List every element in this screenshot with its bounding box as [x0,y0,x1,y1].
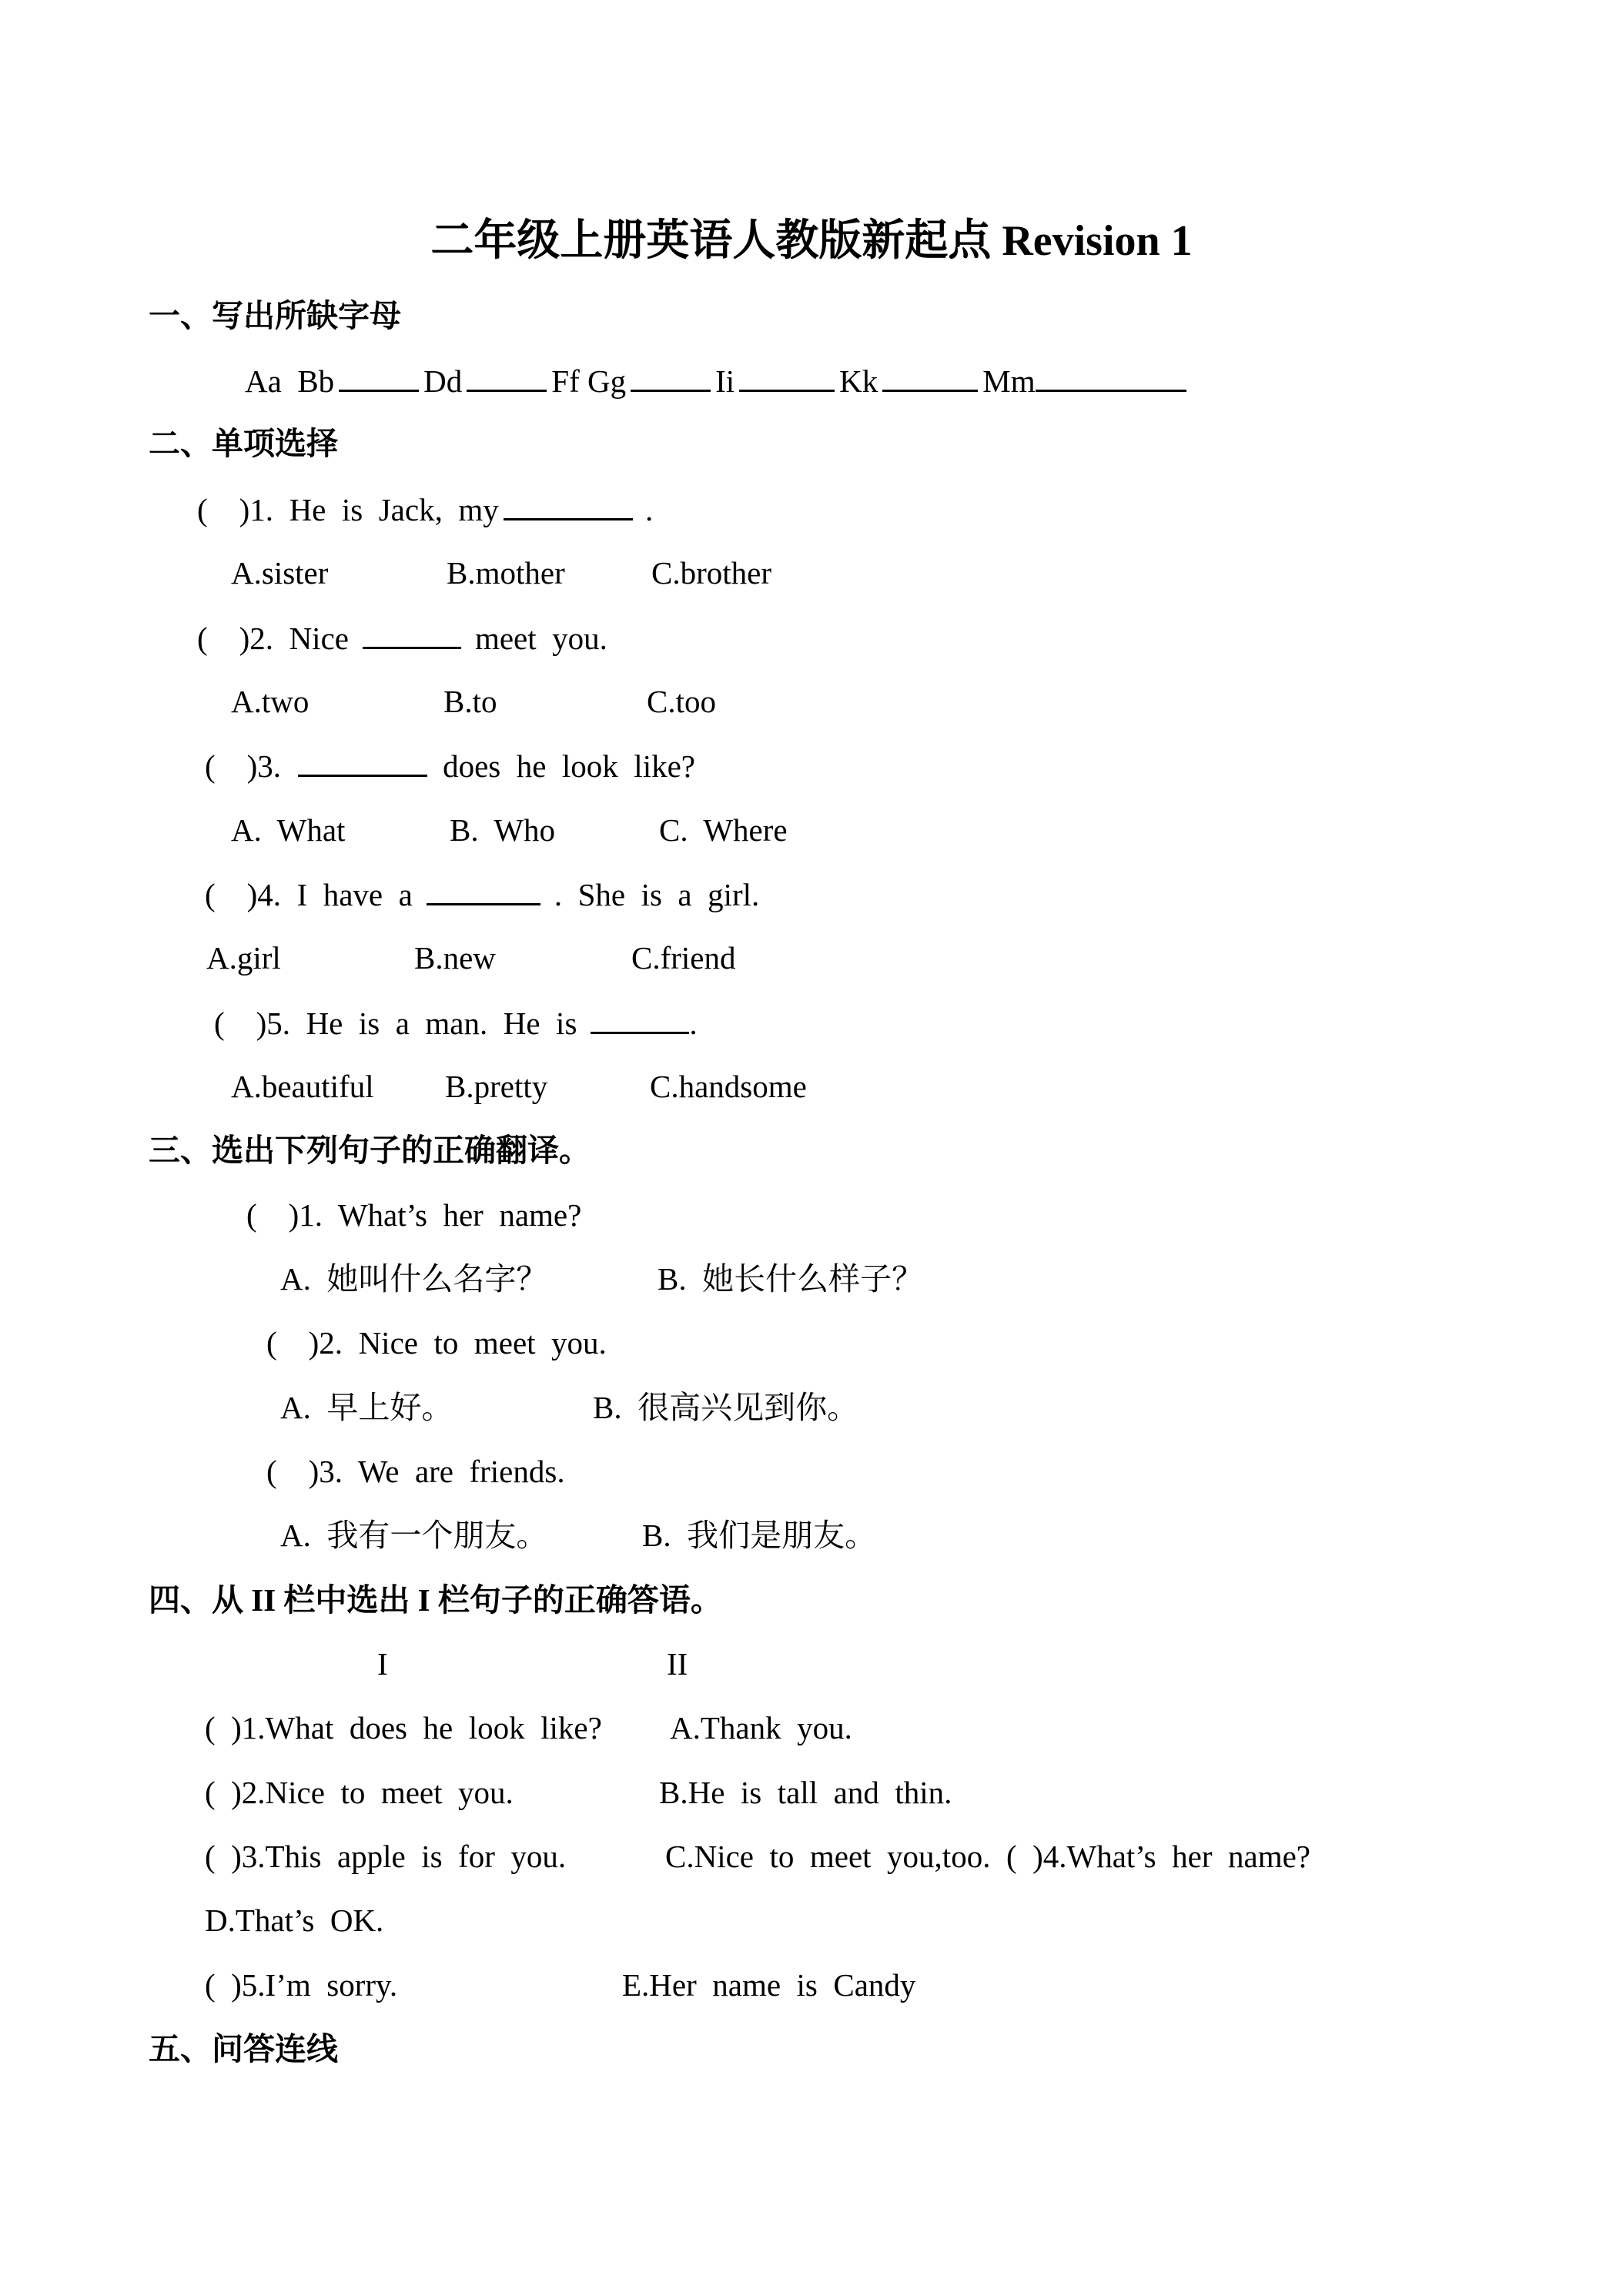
match-right: B.He is tall and thin. [659,1775,952,1810]
mc-question-text-end: . She is a girl. [554,877,760,912]
match-right: E.Her name is Candy [622,1967,916,2003]
letter-blank-l[interactable] [882,359,978,392]
translation-options-2 [280,1386,858,1429]
page-title: 二年级上册英语人教版新起点 Revision 1 [430,217,1193,265]
letter-blank-c[interactable] [339,359,419,392]
section4-heading: 四、从 II 栏中选出 I 栏句子的正确答语。 [149,1582,722,1618]
option-c[interactable]: C.too [647,684,716,719]
letter-bb: Bb [297,363,335,399]
translation-question-number: ( )2. [266,1325,343,1361]
letter-ii: Ii [715,363,735,399]
mc-question-text: Nice [289,621,349,656]
match-row-5 [205,1963,915,2006]
mc-question-number: ( )5. [214,1006,291,1041]
translation-question-text: We are friends. [357,1454,565,1489]
option-b[interactable]: B.new [414,940,496,976]
option-b[interactable]: B.pretty [445,1069,548,1104]
match-left: ( )1.What does he look like? [205,1710,602,1745]
option-b[interactable]: B.to [443,684,497,719]
mc-question-4 [205,872,759,916]
letter-gg: Gg [587,363,627,399]
mc-question-text-end: does he look like? [443,748,695,784]
option-a[interactable]: A.two [231,684,310,719]
option-b[interactable]: B. 我们是朋友。 [642,1518,877,1553]
translation-options-1 [280,1257,923,1300]
match-row-2 [205,1771,952,1814]
section5-heading: 五、问答连线 [149,2031,338,2067]
answer-blank[interactable] [591,1001,689,1034]
option-c[interactable]: C.brother [651,555,771,591]
mc-options-3 [231,808,788,852]
answer-blank[interactable] [298,744,427,777]
letter-blank-e[interactable] [467,359,547,392]
mc-question-number: ( )3. [205,748,282,784]
option-a[interactable]: A.beautiful [231,1069,374,1104]
option-b[interactable]: B. 她长什么样子？ [658,1261,924,1297]
option-c[interactable]: C.friend [631,940,736,976]
mc-question-text-end: . [644,492,654,527]
column-ii-header: II [667,1646,688,1682]
translation-question-2 [266,1321,607,1364]
section2-heading: 二、单项选择 [149,426,338,461]
mc-options-1 [231,551,771,594]
option-a[interactable]: A. 早上好。 [280,1390,453,1425]
mc-options-2 [231,680,716,723]
letters-row [245,359,1191,403]
mc-question-number: ( )4. [205,877,282,912]
mc-question-text-end: meet you. [474,621,607,656]
option-a[interactable]: A.girl [206,940,281,976]
translation-options-3 [280,1514,876,1557]
answer-blank[interactable] [427,872,540,905]
mc-question-number: ( )1. [197,492,274,527]
column-i-header: I [377,1646,388,1682]
match-left: ( )5.I’m sorry. [205,1967,398,2003]
option-a[interactable]: A. What [231,812,346,848]
mc-question-text: He is Jack, my [289,492,499,527]
translation-question-text: What’s her name? [337,1197,582,1233]
translation-question-number: ( )1. [246,1197,323,1233]
mc-question-text: He is a man. He is [306,1006,577,1041]
mc-question-1 [197,487,653,531]
translation-question-3 [266,1450,565,1493]
mc-question-number: ( )2. [197,621,274,656]
option-a[interactable]: A. 我有一个朋友。 [280,1518,548,1553]
letter-blank-h[interactable] [631,359,711,392]
letter-mm: Mm [982,363,1036,399]
mc-question-3 [205,744,695,788]
match-row-4 [205,1899,383,1942]
option-b[interactable]: B.mother [447,555,565,591]
translation-question-1 [246,1193,581,1237]
match-left: ( )2.Nice to meet you. [205,1775,514,1810]
match-right: C.Nice to meet you,too. ( )4.What’s her name? [665,1839,1310,1874]
option-a[interactable]: A. 她叫什么名字？ [280,1261,548,1297]
option-a[interactable]: A.sister [231,555,329,591]
letter-kk: Kk [839,363,878,399]
section1-heading: 一、写出所缺字母 [149,298,401,333]
match-row-1 [205,1706,852,1749]
answer-blank[interactable] [504,487,633,520]
mc-options-4 [206,936,736,979]
mc-options-5 [231,1065,807,1108]
option-b[interactable]: B. Who [450,812,556,848]
match-left: ( )3.This apple is for you. [205,1839,567,1874]
mc-question-text: I have a [296,877,413,912]
match-right: A.Thank you. [670,1710,852,1745]
match-row-3 [205,1835,1310,1878]
option-c[interactable]: C.handsome [650,1069,807,1104]
letter-blank-n[interactable] [1036,359,1186,392]
option-b[interactable]: B. 很高兴见到你。 [593,1390,859,1425]
letter-dd: Dd [423,363,463,399]
letter-aa: Aa [245,363,282,399]
mc-question-5 [214,1001,698,1045]
letter-ff: Ff [551,363,580,399]
match-left: D.That’s OK. [205,1903,384,1938]
mc-question-2 [197,616,607,660]
letter-blank-j[interactable] [739,359,835,392]
mc-question-text-end: . [689,1006,698,1041]
translation-question-text: Nice to meet you. [358,1325,607,1361]
translation-question-number: ( )3. [266,1454,343,1489]
section3-heading: 三、选出下列句子的正确翻译。 [149,1133,591,1168]
answer-blank[interactable] [363,616,461,649]
option-c[interactable]: C. Where [659,812,788,848]
